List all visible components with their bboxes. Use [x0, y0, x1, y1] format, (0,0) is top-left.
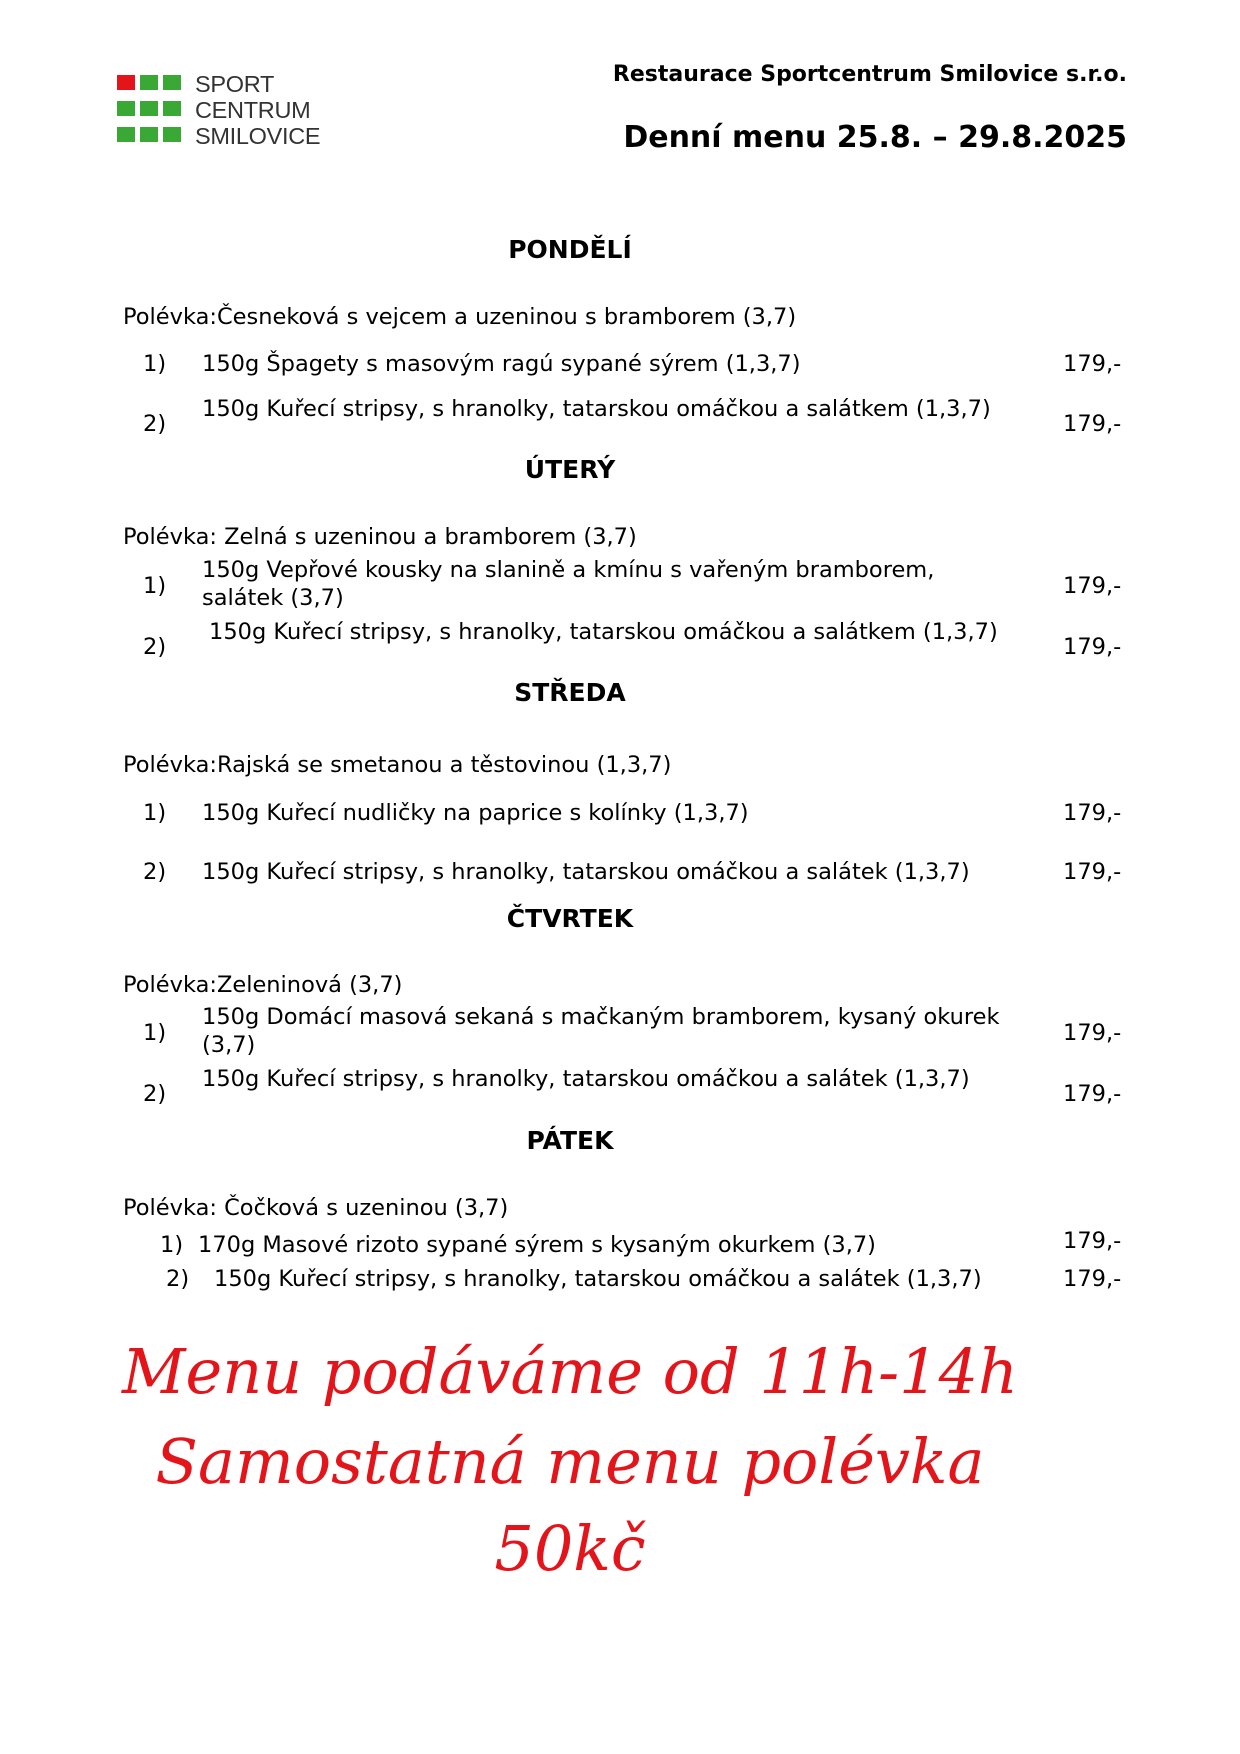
dish-tuesday-2: 150g Kuřecí stripsy, s hranolky, tatarskou omáčkou a salátkem (1,3,7)	[209, 619, 998, 645]
menu-title: Denní menu 25.8. – 29.8.2025	[623, 120, 1127, 155]
logo-text	[195, 71, 320, 149]
dish-friday-2: 150g Kuřecí stripsy, s hranolky, tatarskou omáčkou a salátek (1,3,7)	[214, 1266, 982, 1292]
item-number: 1)	[143, 800, 167, 826]
soup-wednesday: Polévka:Rajská se smetanou a těstovinou (1,3,7)	[123, 752, 672, 778]
sportcentrum-logo	[117, 73, 377, 153]
item-number: 2)	[166, 1266, 190, 1292]
logo-line-smilovice: SMILOVICE	[195, 123, 321, 149]
item-number: 2)	[143, 411, 167, 437]
dish-tuesday-1: 150g Vepřové kousky na slanině a kmínu s vařeným bramborem, salátek (3,7)	[202, 557, 935, 611]
day-heading-wednesday: STŘEDA	[514, 678, 626, 707]
dish-monday-2: 150g Kuřecí stripsy, s hranolky, tatarskou omáčkou a salátkem (1,3,7)	[202, 396, 991, 422]
price-wednesday-2: 179,-	[1063, 859, 1122, 885]
dish-thursday-2: 150g Kuřecí stripsy, s hranolky, tatarskou omáčkou a salátek (1,3,7)	[202, 1066, 970, 1092]
price-wednesday-1: 179,-	[1063, 800, 1122, 826]
soup-monday: Polévka:Česneková s vejcem a uzeninou s bramborem (3,7)	[123, 304, 797, 330]
logo-line-centrum: CENTRUM	[195, 97, 311, 123]
item-number: 1)	[143, 351, 167, 377]
logo-line-sport: SPORT	[195, 71, 275, 97]
dish-wednesday-2: 150g Kuřecí stripsy, s hranolky, tatarskou omáčkou a salátek (1,3,7)	[202, 859, 970, 885]
price-monday-2: 179,-	[1063, 411, 1122, 437]
price-friday-1: 179,-	[1063, 1228, 1122, 1254]
soup-thursday: Polévka:Zeleninová (3,7)	[123, 972, 403, 998]
day-heading-tuesday: ÚTERÝ	[524, 455, 616, 484]
soup-tuesday: Polévka: Zelná s uzeninou a bramborem (3,7)	[123, 524, 637, 550]
logo-squares-icon	[117, 73, 187, 149]
company-name: Restaurace Sportcentrum Smilovice s.r.o.	[612, 62, 1127, 87]
item-number: 2)	[143, 859, 167, 885]
dish-thursday-1: 150g Domácí masová sekaná s mačkaným bramborem, kysaný okurek (3,7)	[202, 1004, 1000, 1058]
item-number: 2)	[143, 1081, 167, 1107]
price-thursday-2: 179,-	[1063, 1081, 1122, 1107]
serving-hours-notice: Menu podáváme od 11h-14h	[122, 1335, 1018, 1408]
day-heading-monday: PONDĚLÍ	[508, 235, 632, 264]
price-monday-1: 179,-	[1063, 351, 1122, 377]
soup-price-notice: Samostatná menu polévka	[155, 1425, 985, 1498]
item-number: 2)	[143, 634, 167, 660]
dish-wednesday-1: 150g Kuřecí nudličky na paprice s kolínky (1,3,7)	[202, 800, 749, 826]
item-number: 1)	[160, 1232, 184, 1258]
price-tuesday-1: 179,-	[1063, 573, 1122, 599]
item-number: 1)	[143, 573, 167, 599]
item-number: 1)	[143, 1020, 167, 1046]
dish-monday-1: 150g Špagety s masovým ragú sypané sýrem (1,3,7)	[202, 351, 801, 377]
day-heading-friday: PÁTEK	[526, 1126, 614, 1155]
dish-friday-1: 170g Masové rizoto sypané sýrem s kysaným okurkem (3,7)	[198, 1232, 876, 1258]
price-tuesday-2: 179,-	[1063, 634, 1122, 660]
soup-friday: Polévka: Čočková s uzeninou (3,7)	[123, 1195, 509, 1221]
price-friday-2: 179,-	[1063, 1266, 1122, 1292]
day-heading-thursday: ČTVRTEK	[506, 904, 634, 933]
price-thursday-1: 179,-	[1063, 1020, 1122, 1046]
soup-price-value: 50kč	[494, 1512, 646, 1585]
